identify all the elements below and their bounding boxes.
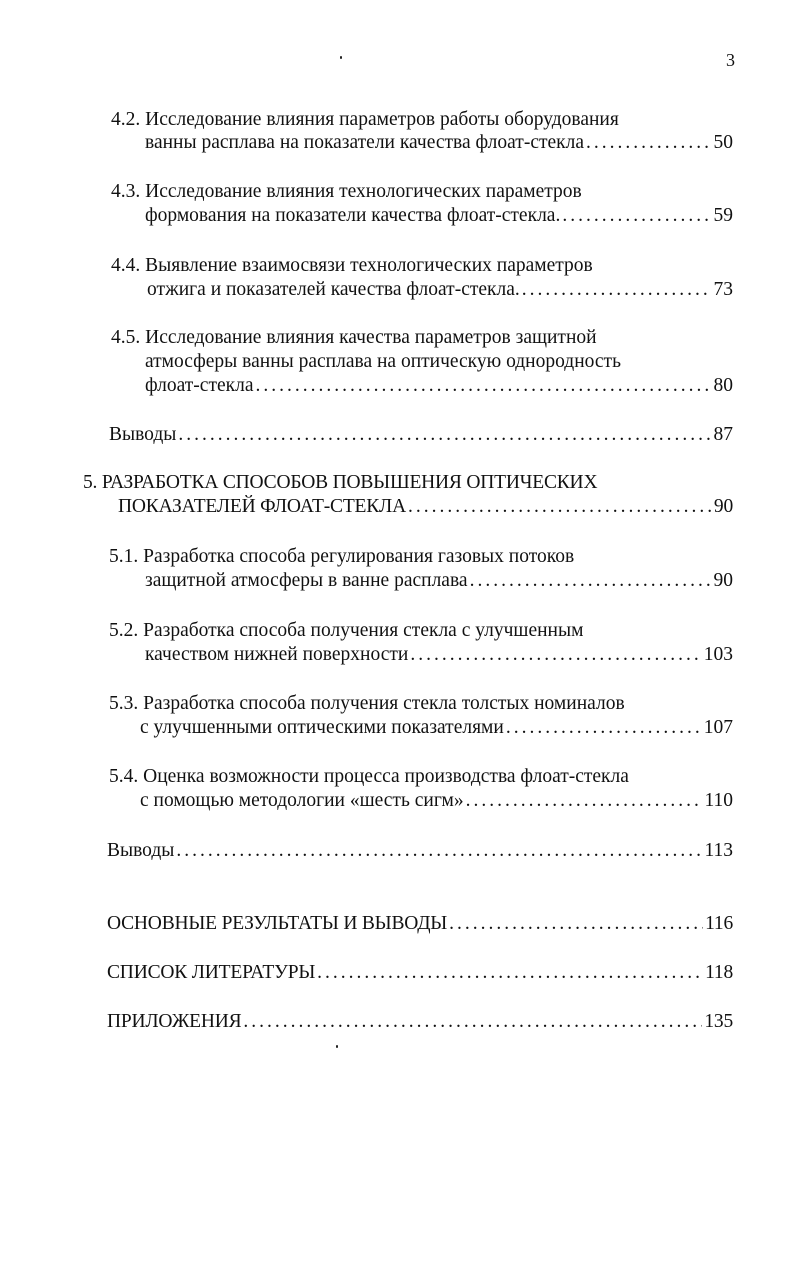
leader-dots bbox=[586, 131, 711, 155]
leader-dots bbox=[317, 961, 703, 985]
scan-speck bbox=[340, 56, 342, 59]
toc-page-number: 73 bbox=[713, 279, 733, 300]
leader-dots bbox=[176, 839, 702, 863]
toc-entry-title: формования на показатели качества флоат-стекла. bbox=[145, 205, 561, 226]
toc-page-number: 80 bbox=[713, 375, 733, 396]
scan-speck bbox=[336, 1045, 338, 1048]
toc-entry-4-3-line-1: 4.3. Исследование влияния технологических параметров bbox=[111, 181, 582, 202]
toc-entry-title: ОСНОВНЫЕ РЕЗУЛЬТАТЫ И ВЫВОДЫ bbox=[107, 913, 448, 934]
toc-entry-4-5-last bbox=[145, 374, 733, 398]
leader-dots bbox=[410, 643, 701, 667]
toc-entry-5-2-line-1: 5.2. Разработка способа получения стекла с улучшенным bbox=[109, 620, 584, 641]
toc-entry-title: ПОКАЗАТЕЛЕЙ ФЛОАТ-СТЕКЛА bbox=[118, 496, 406, 517]
leader-dots bbox=[449, 912, 703, 936]
toc-entry-5-1-last bbox=[145, 569, 733, 593]
leader-dots bbox=[466, 789, 703, 813]
leader-dots bbox=[178, 423, 711, 447]
leader-dots bbox=[256, 374, 712, 398]
page-number: 3 bbox=[726, 50, 735, 70]
toc-entry-main-results bbox=[107, 912, 733, 936]
leader-dots bbox=[470, 569, 712, 593]
toc-entry-5-4-last bbox=[140, 789, 733, 813]
toc-page-number: 113 bbox=[704, 840, 733, 861]
toc-entry-title: ванны расплава на показатели качества флоат-стекла bbox=[145, 132, 585, 153]
toc-entry-title: защитной атмосферы в ванне расплава bbox=[145, 570, 468, 591]
toc-entry-title: качеством нижней поверхности bbox=[145, 644, 409, 665]
toc-page-number: 90 bbox=[713, 496, 733, 517]
toc-chapter-5-line-1: 5. РАЗРАБОТКА СПОСОБОВ ПОВЫШЕНИЯ ОПТИЧЕСКИХ bbox=[83, 472, 598, 493]
toc-entry-4-3-last bbox=[145, 204, 733, 228]
leader-dots bbox=[408, 495, 712, 519]
toc-page-number: 107 bbox=[703, 717, 733, 738]
toc-entry-title: ПРИЛОЖЕНИЯ bbox=[107, 1011, 242, 1032]
toc-entry-5-2-last bbox=[145, 643, 733, 667]
toc-entry-appendices bbox=[107, 1010, 733, 1034]
toc-page-number: 50 bbox=[713, 132, 733, 153]
toc-page-number: 118 bbox=[705, 962, 733, 983]
toc-page-number: 87 bbox=[713, 424, 733, 445]
toc-entry-title: Выводы bbox=[107, 840, 175, 861]
leader-dots bbox=[243, 1010, 702, 1034]
toc-chapter-5-last bbox=[118, 495, 733, 519]
toc-page-number: 110 bbox=[704, 790, 733, 811]
toc-entry-title: флоат-стекла bbox=[145, 375, 254, 396]
toc-entry-5-3-line-1: 5.3. Разработка способа получения стекла толстых номиналов bbox=[109, 693, 625, 714]
toc-page-number: 103 bbox=[703, 644, 733, 665]
toc-entry-5-3-last bbox=[140, 716, 733, 740]
toc-page-number: 59 bbox=[713, 205, 733, 226]
toc-page-number: 135 bbox=[704, 1011, 733, 1032]
toc-entry-conclusions-5 bbox=[107, 839, 733, 863]
leader-dots bbox=[562, 204, 711, 228]
toc-entry-title: отжига и показателей качества флоат-стекла. bbox=[147, 279, 520, 300]
toc-entry-title: Выводы bbox=[109, 424, 177, 445]
toc-entry-4-5-line-1: 4.5. Исследование влияния качества параметров защитной bbox=[111, 327, 597, 348]
leader-dots bbox=[506, 716, 702, 740]
toc-page-number: 116 bbox=[705, 913, 733, 934]
toc-entry-4-4-line-1: 4.4. Выявление взаимосвязи технологических параметров bbox=[111, 255, 593, 276]
toc-entry-title: с помощью методологии «шесть сигм» bbox=[140, 790, 464, 811]
toc-entry-4-5-line-2: атмосферы ванны расплава на оптическую однородность bbox=[145, 351, 621, 372]
toc-entry-title: СПИСОК ЛИТЕРАТУРЫ bbox=[107, 962, 316, 983]
toc-entry-4-4-last bbox=[147, 278, 733, 302]
toc-entry-bibliography bbox=[107, 961, 733, 985]
leader-dots bbox=[522, 278, 712, 302]
toc-page-number: 90 bbox=[713, 570, 733, 591]
toc-entry-5-4-line-1: 5.4. Оценка возможности процесса производства флоат-стекла bbox=[109, 766, 629, 787]
toc-entry-4-2-line-1: 4.2. Исследование влияния параметров работы оборудования bbox=[111, 109, 619, 130]
toc-entry-5-1-line-1: 5.1. Разработка способа регулирования газовых потоков bbox=[109, 546, 575, 567]
toc-entry-4-2-last bbox=[145, 131, 733, 155]
toc-entry-title: с улучшенными оптическими показателями bbox=[140, 717, 504, 738]
toc-entry-conclusions-4 bbox=[109, 423, 733, 447]
